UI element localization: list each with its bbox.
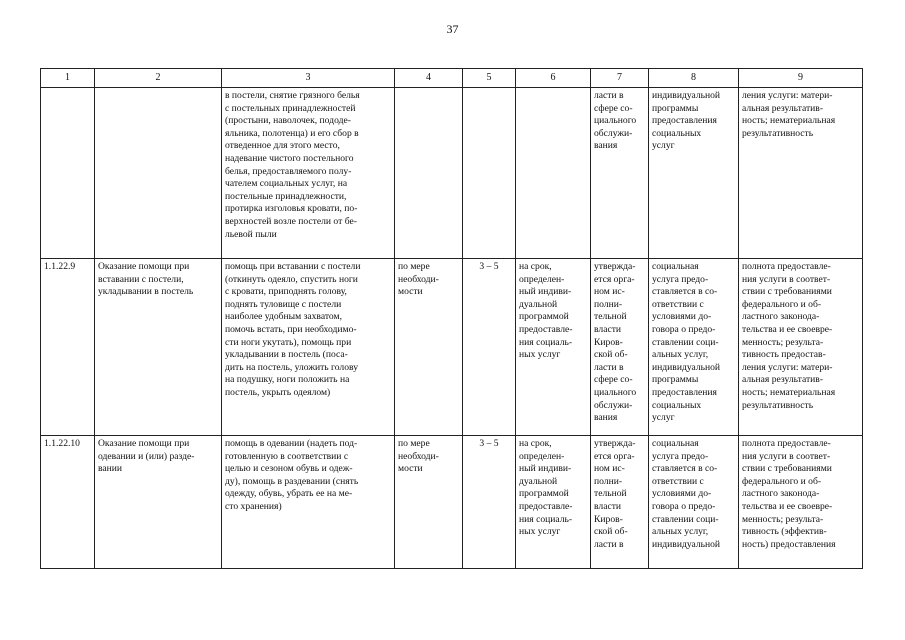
table-row (41, 436, 863, 569)
service-duration: 3 – 5 (463, 436, 516, 569)
service-code: 1.1.22.9 (41, 259, 95, 436)
service-name: Оказание помощи при одевании и (или) разде- вании (95, 436, 222, 569)
service-code: 1.1.22.10 (41, 436, 95, 569)
service-conditions: социальная услуга предо- ставляется в со- ответствии с условиями до- говора о предо- ставлении соци- альных услуг, индивидуальной (649, 436, 739, 569)
header-col-4: 4 (395, 69, 463, 88)
header-col-1: 1 (41, 69, 95, 88)
service-description: помощь в одевании (надеть под- готовленную в соответствии с целью и сезоном обувь и одеж- ду), помощь в раздевании (снять одежду, обувь, убрать ее на ме- сто хранения) (222, 436, 395, 569)
header-col-7: 7 (591, 69, 649, 88)
header-col-5: 5 (463, 69, 516, 88)
service-duration (463, 88, 516, 259)
service-frequency: по мере необходи- мости (395, 259, 463, 436)
service-term: на срок, определен- ный индиви- дуальной программой предоставле- ния социаль- ных услуг (516, 436, 591, 569)
header-col-6: 6 (516, 69, 591, 88)
service-tariff: утвержда- ется орга- ном ис- полни- тельной власти Киров- ской об- ласти в сфере со- циального обслужи- вания (591, 259, 649, 436)
header-row (41, 69, 863, 88)
header-col-8: 8 (649, 69, 739, 88)
service-duration: 3 – 5 (463, 259, 516, 436)
service-conditions: социальная услуга предо- ставляется в со- ответствии с условиями до- говора о предо- ставлении соци- альных услуг, индивидуальной программы предоставления социальных услуг (649, 259, 739, 436)
service-quality-indicators: ления услуги: матери- альная результатив- ность; нематериальная результативность (739, 88, 863, 259)
service-code (41, 88, 95, 259)
service-description: в постели, снятие грязного белья с постельных принадлежностей (простыни, наволочек, пододе- яльника, полотенца) и его сбор в отведенное для этого место, надевание чистого постельного белья, предоставляемого полу- чателем социальных услуг, на постельные принадлежности, протирка изголовья кровати, по- верхностей возле постели от бе- льевой пыли (222, 88, 395, 259)
service-tariff: ласти в сфере со- циального обслужи- вания (591, 88, 649, 259)
service-term (516, 88, 591, 259)
service-frequency (395, 88, 463, 259)
page-number: 37 (446, 22, 459, 36)
service-name: Оказание помощи при вставании с постели, укладывании в постель (95, 259, 222, 436)
service-description: помощь при вставании с постели (откинуть одеяло, спустить ноги с кровати, приподнять голову, поднять туловище с постели наиболее удобным захватом, помочь встать, при необходимо- сти ноги укутать), помощь при укладывании в постель (поса- дить на постель, уложить голову на подушку, ноги положить на постель, укрыть одеялом) (222, 259, 395, 436)
service-frequency: по мере необходи- мости (395, 436, 463, 569)
header-col-9: 9 (739, 69, 863, 88)
service-term: на срок, определен- ный индиви- дуальной программой предоставле- ния социаль- ных услуг (516, 259, 591, 436)
service-name (95, 88, 222, 259)
services-table (40, 68, 863, 569)
service-quality-indicators: полнота предоставле- ния услуги в соответ- ствии с требованиями федерального и об- ластного законода- тельства и ее своевре- менность; результа- тивность (эффектив- ность) предоставления (739, 436, 863, 569)
service-tariff: утвержда- ется орга- ном ис- полни- тельной власти Киров- ской об- ласти в (591, 436, 649, 569)
table-row (41, 88, 863, 259)
header-col-2: 2 (95, 69, 222, 88)
service-quality-indicators: полнота предоставле- ния услуги в соответ- ствии с требованиями федерального и об- ластного законода- тельства и ее своевре- менность; результа- тивность предостав- ления услуги: матери- альная результатив- ность; нематериальная результативность (739, 259, 863, 436)
service-conditions: индивидуальной программы предоставления социальных услуг (649, 88, 739, 259)
table-row (41, 259, 863, 436)
header-col-3: 3 (222, 69, 395, 88)
